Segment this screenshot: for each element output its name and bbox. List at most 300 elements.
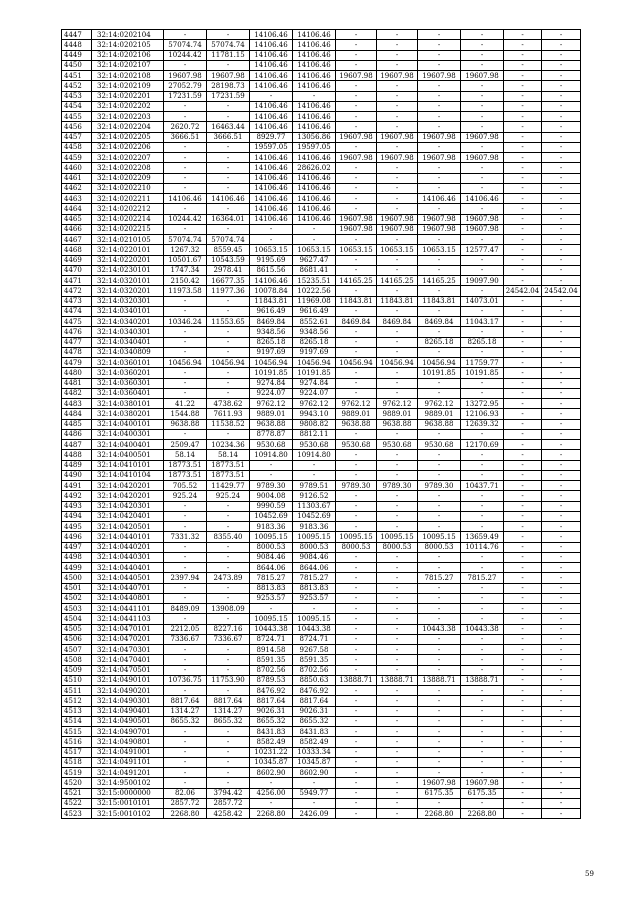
table-row: [62, 768, 581, 778]
value-cell: -: [207, 429, 250, 439]
value-cell: -: [461, 747, 504, 757]
value-cell: 9530.68: [377, 440, 418, 450]
cadastral-number-cell: 32:14:0400101: [92, 419, 164, 429]
value-cell: -: [377, 40, 418, 50]
value-cell: -: [377, 194, 418, 204]
cadastral-number-cell: 32:14:0340101: [92, 306, 164, 316]
value-cell: -: [164, 173, 207, 183]
table-row: [62, 501, 581, 511]
value-cell: 8227.16: [207, 624, 250, 634]
value-cell: 9789.30: [418, 481, 461, 491]
value-cell: 10191.85: [418, 368, 461, 378]
cadastral-number-cell: 32:14:0470301: [92, 645, 164, 655]
value-cell: 14106.46: [250, 163, 293, 173]
value-cell: -: [504, 665, 542, 675]
value-cell: -: [542, 296, 581, 306]
value-cell: 10345.87: [293, 757, 336, 767]
value-cell: 8644.06: [293, 563, 336, 573]
table-row: [62, 552, 581, 562]
value-cell: -: [542, 655, 581, 665]
cadastral-number-cell: 32:14:0491001: [92, 747, 164, 757]
value-cell: -: [418, 50, 461, 60]
value-cell: 14106.46: [293, 50, 336, 60]
cadastral-number-cell: 32:14:0202214: [92, 214, 164, 224]
value-cell: -: [164, 153, 207, 163]
value-cell: -: [542, 686, 581, 696]
value-cell: 5949.77: [293, 788, 336, 798]
value-cell: 14106.46: [207, 194, 250, 204]
value-cell: 10456.94: [336, 358, 377, 368]
value-cell: 19607.98: [461, 132, 504, 142]
value-cell: 14106.46: [461, 194, 504, 204]
cadastral-number-cell: 32:14:0400301: [92, 429, 164, 439]
value-cell: -: [504, 409, 542, 419]
cadastral-number-cell: 32:14:0420401: [92, 511, 164, 521]
value-cell: 8431.83: [250, 727, 293, 737]
value-cell: -: [164, 727, 207, 737]
value-cell: 10244.42: [164, 214, 207, 224]
table-row: [62, 429, 581, 439]
value-cell: -: [504, 809, 542, 819]
value-cell: 15235.51: [293, 276, 336, 286]
value-cell: 10346.24: [164, 317, 207, 327]
row-number-cell: 4489: [62, 460, 92, 470]
value-cell: 10345.87: [250, 757, 293, 767]
table-row: [62, 727, 581, 737]
value-cell: -: [377, 778, 418, 788]
value-cell: 10653.15: [418, 245, 461, 255]
value-cell: 10914.80: [250, 450, 293, 460]
value-cell: 9183.36: [250, 522, 293, 532]
value-cell: -: [504, 768, 542, 778]
value-cell: -: [418, 235, 461, 245]
value-cell: -: [461, 388, 504, 398]
value-cell: 82.06: [164, 788, 207, 798]
cadastral-number-cell: 32:14:0202202: [92, 101, 164, 111]
value-cell: -: [377, 696, 418, 706]
row-number-cell: 4500: [62, 573, 92, 583]
value-cell: 8817.64: [293, 696, 336, 706]
cadastral-number-cell: 32:14:0410104: [92, 470, 164, 480]
value-cell: 19607.98: [336, 153, 377, 163]
row-number-cell: 4505: [62, 624, 92, 634]
value-cell: 19607.98: [418, 214, 461, 224]
value-cell: 11843.81: [336, 296, 377, 306]
value-cell: -: [542, 809, 581, 819]
value-cell: -: [207, 542, 250, 552]
table-row: [62, 265, 581, 275]
value-cell: -: [336, 716, 377, 726]
value-cell: -: [542, 204, 581, 214]
value-cell: 13659.49: [461, 532, 504, 542]
value-cell: -: [542, 142, 581, 152]
value-cell: -: [542, 716, 581, 726]
value-cell: 1747.34: [164, 265, 207, 275]
value-cell: 14106.46: [293, 122, 336, 132]
value-cell: -: [293, 778, 336, 788]
value-cell: -: [461, 583, 504, 593]
value-cell: -: [504, 727, 542, 737]
value-cell: -: [336, 122, 377, 132]
value-cell: -: [418, 306, 461, 316]
value-cell: -: [418, 286, 461, 296]
value-cell: -: [377, 788, 418, 798]
cadastral-number-cell: 32:14:0210105: [92, 235, 164, 245]
value-cell: 18773.51: [207, 460, 250, 470]
value-cell: 24542.04: [504, 286, 542, 296]
value-cell: -: [164, 101, 207, 111]
value-cell: -: [461, 327, 504, 337]
value-cell: -: [207, 583, 250, 593]
value-cell: -: [542, 358, 581, 368]
value-cell: 19607.98: [207, 71, 250, 81]
cadastral-number-cell: 32:14:0440401: [92, 563, 164, 573]
value-cell: 10078.84: [250, 286, 293, 296]
value-cell: -: [504, 696, 542, 706]
value-cell: -: [336, 306, 377, 316]
value-cell: 10191.85: [250, 368, 293, 378]
table-row: [62, 409, 581, 419]
cadastral-number-cell: 32:14:0202105: [92, 40, 164, 50]
value-cell: -: [542, 798, 581, 808]
value-cell: -: [461, 450, 504, 460]
value-cell: -: [461, 655, 504, 665]
value-cell: -: [504, 419, 542, 429]
row-number-cell: 4499: [62, 563, 92, 573]
value-cell: 9348.56: [250, 327, 293, 337]
value-cell: -: [377, 583, 418, 593]
value-cell: -: [250, 460, 293, 470]
value-cell: -: [542, 317, 581, 327]
value-cell: -: [461, 757, 504, 767]
row-number-cell: 4475: [62, 317, 92, 327]
value-cell: -: [377, 501, 418, 511]
value-cell: -: [164, 337, 207, 347]
value-cell: -: [542, 132, 581, 142]
value-cell: 9616.49: [293, 306, 336, 316]
value-cell: -: [418, 265, 461, 275]
value-cell: -: [164, 163, 207, 173]
value-cell: -: [207, 511, 250, 521]
value-cell: -: [336, 60, 377, 70]
value-cell: 8812.11: [293, 429, 336, 439]
table-row: [62, 204, 581, 214]
value-cell: 11843.81: [250, 296, 293, 306]
value-cell: -: [377, 757, 418, 767]
value-cell: 10653.15: [293, 245, 336, 255]
value-cell: 11781.15: [207, 50, 250, 60]
value-cell: 57074.74: [164, 235, 207, 245]
value-cell: 10244.42: [164, 50, 207, 60]
value-cell: 19607.98: [461, 71, 504, 81]
value-cell: 10443.38: [461, 624, 504, 634]
value-cell: -: [542, 194, 581, 204]
row-number-cell: 4466: [62, 224, 92, 234]
value-cell: 11977.36: [207, 286, 250, 296]
row-number-cell: 4457: [62, 132, 92, 142]
cadastral-number-cell: 32:14:0340301: [92, 327, 164, 337]
value-cell: -: [377, 470, 418, 480]
value-cell: -: [250, 91, 293, 101]
row-number-cell: 4461: [62, 173, 92, 183]
value-cell: -: [542, 645, 581, 655]
value-cell: 19607.98: [461, 224, 504, 234]
value-cell: -: [418, 686, 461, 696]
value-cell: -: [542, 737, 581, 747]
value-cell: -: [461, 706, 504, 716]
value-cell: 57074.74: [207, 235, 250, 245]
value-cell: -: [418, 716, 461, 726]
value-cell: -: [542, 614, 581, 624]
value-cell: -: [542, 757, 581, 767]
value-cell: 58.14: [164, 450, 207, 460]
row-number-cell: 4467: [62, 235, 92, 245]
row-number-cell: 4483: [62, 399, 92, 409]
cadastral-number-cell: 32:14:0441101: [92, 604, 164, 614]
value-cell: 8602.90: [250, 768, 293, 778]
value-cell: -: [542, 501, 581, 511]
table-row: [62, 255, 581, 265]
value-cell: -: [164, 388, 207, 398]
value-cell: -: [504, 399, 542, 409]
row-number-cell: 4448: [62, 40, 92, 50]
value-cell: -: [250, 235, 293, 245]
value-cell: 10095.15: [336, 532, 377, 542]
value-cell: 18773.51: [164, 460, 207, 470]
value-cell: -: [377, 50, 418, 60]
value-cell: 8000.53: [293, 542, 336, 552]
value-cell: -: [504, 296, 542, 306]
value-cell: -: [504, 163, 542, 173]
value-cell: 14165.25: [418, 276, 461, 286]
value-cell: -: [418, 173, 461, 183]
value-cell: -: [336, 583, 377, 593]
value-cell: 8552.61: [293, 317, 336, 327]
value-cell: -: [504, 71, 542, 81]
value-cell: 9026.31: [250, 706, 293, 716]
row-number-cell: 4501: [62, 583, 92, 593]
cadastral-number-cell: 32:14:0490701: [92, 727, 164, 737]
value-cell: 8681.41: [293, 265, 336, 275]
value-cell: 9808.82: [293, 419, 336, 429]
value-cell: -: [542, 163, 581, 173]
value-cell: 2509.47: [164, 440, 207, 450]
value-cell: -: [164, 768, 207, 778]
value-cell: -: [504, 306, 542, 316]
value-cell: 9638.88: [250, 419, 293, 429]
value-cell: -: [461, 265, 504, 275]
value-cell: 8582.49: [293, 737, 336, 747]
value-cell: -: [542, 522, 581, 532]
value-cell: -: [377, 634, 418, 644]
value-cell: -: [207, 101, 250, 111]
value-cell: -: [377, 347, 418, 357]
value-cell: -: [418, 183, 461, 193]
value-cell: 14106.46: [250, 204, 293, 214]
value-cell: -: [504, 81, 542, 91]
table-row: [62, 747, 581, 757]
value-cell: -: [207, 327, 250, 337]
value-cell: 9197.69: [293, 347, 336, 357]
table-row: [62, 778, 581, 788]
value-cell: 8813.83: [293, 583, 336, 593]
value-cell: -: [418, 81, 461, 91]
value-cell: 19597.05: [293, 142, 336, 152]
cadastral-number-cell: 32:14:0420501: [92, 522, 164, 532]
value-cell: 9789.30: [250, 481, 293, 491]
value-cell: -: [207, 593, 250, 603]
value-cell: -: [418, 501, 461, 511]
cadastral-number-cell: 32:14:0420201: [92, 481, 164, 491]
cadastral-number-cell: 32:14:0470201: [92, 634, 164, 644]
value-cell: -: [293, 224, 336, 234]
value-cell: -: [293, 460, 336, 470]
value-cell: -: [207, 183, 250, 193]
value-cell: -: [207, 665, 250, 675]
value-cell: -: [542, 665, 581, 675]
value-cell: -: [504, 778, 542, 788]
value-cell: 11429.77: [207, 481, 250, 491]
value-cell: 28198.73: [207, 81, 250, 91]
value-cell: -: [164, 583, 207, 593]
row-number-cell: 4482: [62, 388, 92, 398]
value-cell: 8469.84: [250, 317, 293, 327]
value-cell: -: [377, 737, 418, 747]
table-row: [62, 419, 581, 429]
table-row: [62, 81, 581, 91]
value-cell: 925.24: [164, 491, 207, 501]
value-cell: -: [542, 30, 581, 40]
value-cell: -: [542, 450, 581, 460]
row-number-cell: 4515: [62, 727, 92, 737]
value-cell: 27052.79: [164, 81, 207, 91]
cadastral-number-cell: 32:14:0360401: [92, 388, 164, 398]
value-cell: -: [418, 655, 461, 665]
value-cell: 14165.25: [377, 276, 418, 286]
value-cell: -: [336, 634, 377, 644]
value-cell: 13888.71: [336, 675, 377, 685]
value-cell: -: [504, 788, 542, 798]
table-row: [62, 593, 581, 603]
value-cell: 10095.15: [293, 614, 336, 624]
value-cell: 8000.53: [377, 542, 418, 552]
value-cell: 9638.88: [418, 419, 461, 429]
value-cell: -: [377, 327, 418, 337]
row-number-cell: 4473: [62, 296, 92, 306]
value-cell: 2978.41: [207, 265, 250, 275]
row-number-cell: 4454: [62, 101, 92, 111]
table-row: [62, 173, 581, 183]
value-cell: -: [293, 604, 336, 614]
value-cell: 2150.42: [164, 276, 207, 286]
value-cell: -: [377, 552, 418, 562]
value-cell: -: [207, 737, 250, 747]
cadastral-number-cell: 32:14:0380201: [92, 409, 164, 419]
value-cell: -: [461, 634, 504, 644]
value-cell: -: [336, 727, 377, 737]
value-cell: 11043.17: [461, 317, 504, 327]
value-cell: -: [461, 645, 504, 655]
value-cell: -: [542, 706, 581, 716]
value-cell: 14106.46: [293, 40, 336, 50]
value-cell: -: [504, 798, 542, 808]
value-cell: 6175.35: [418, 788, 461, 798]
row-number-cell: 4451: [62, 71, 92, 81]
value-cell: -: [418, 91, 461, 101]
row-number-cell: 4476: [62, 327, 92, 337]
value-cell: -: [418, 634, 461, 644]
value-cell: 1544.88: [164, 409, 207, 419]
row-number-cell: 4497: [62, 542, 92, 552]
value-cell: -: [164, 747, 207, 757]
value-cell: 14165.25: [336, 276, 377, 286]
value-cell: -: [542, 419, 581, 429]
value-cell: 11969.08: [293, 296, 336, 306]
row-number-cell: 4468: [62, 245, 92, 255]
cadastral-number-cell: 32:14:0380101: [92, 399, 164, 409]
value-cell: 10452.69: [250, 511, 293, 521]
value-cell: 8615.56: [250, 265, 293, 275]
cadastral-number-cell: 32:15:0000000: [92, 788, 164, 798]
value-cell: -: [504, 716, 542, 726]
value-cell: -: [377, 30, 418, 40]
value-cell: -: [377, 112, 418, 122]
value-cell: 8265.18: [250, 337, 293, 347]
value-cell: -: [336, 50, 377, 60]
value-cell: 11303.67: [293, 501, 336, 511]
cadastral-number-cell: 32:14:0491201: [92, 768, 164, 778]
cadastral-number-cell: 32:14:0420301: [92, 501, 164, 511]
value-cell: -: [461, 552, 504, 562]
value-cell: 19607.98: [377, 71, 418, 81]
row-number-cell: 4474: [62, 306, 92, 316]
table-row: [62, 460, 581, 470]
value-cell: -: [542, 91, 581, 101]
cadastral-number-cell: 32:14:0490401: [92, 706, 164, 716]
value-cell: -: [377, 716, 418, 726]
value-cell: 8265.18: [461, 337, 504, 347]
value-cell: -: [336, 778, 377, 788]
cadastral-number-cell: 32:14:0470401: [92, 655, 164, 665]
table-body: [62, 30, 581, 819]
table-row: [62, 327, 581, 337]
value-cell: -: [504, 532, 542, 542]
value-cell: 24542.04: [542, 286, 581, 296]
value-cell: 11553.65: [207, 317, 250, 327]
value-cell: 12577.47: [461, 245, 504, 255]
value-cell: -: [207, 337, 250, 347]
page-number: 59: [585, 870, 594, 878]
value-cell: 8724.71: [250, 634, 293, 644]
row-number-cell: 4491: [62, 481, 92, 491]
table-row: [62, 163, 581, 173]
value-cell: -: [504, 60, 542, 70]
value-cell: -: [542, 768, 581, 778]
value-cell: -: [377, 573, 418, 583]
value-cell: -: [418, 40, 461, 50]
value-cell: 9530.68: [418, 440, 461, 450]
value-cell: -: [461, 716, 504, 726]
value-cell: 13888.71: [418, 675, 461, 685]
value-cell: -: [377, 706, 418, 716]
table-row: [62, 112, 581, 122]
value-cell: 2620.72: [164, 122, 207, 132]
value-cell: -: [542, 112, 581, 122]
value-cell: -: [164, 778, 207, 788]
value-cell: 10114.76: [461, 542, 504, 552]
value-cell: -: [418, 204, 461, 214]
value-cell: -: [461, 163, 504, 173]
